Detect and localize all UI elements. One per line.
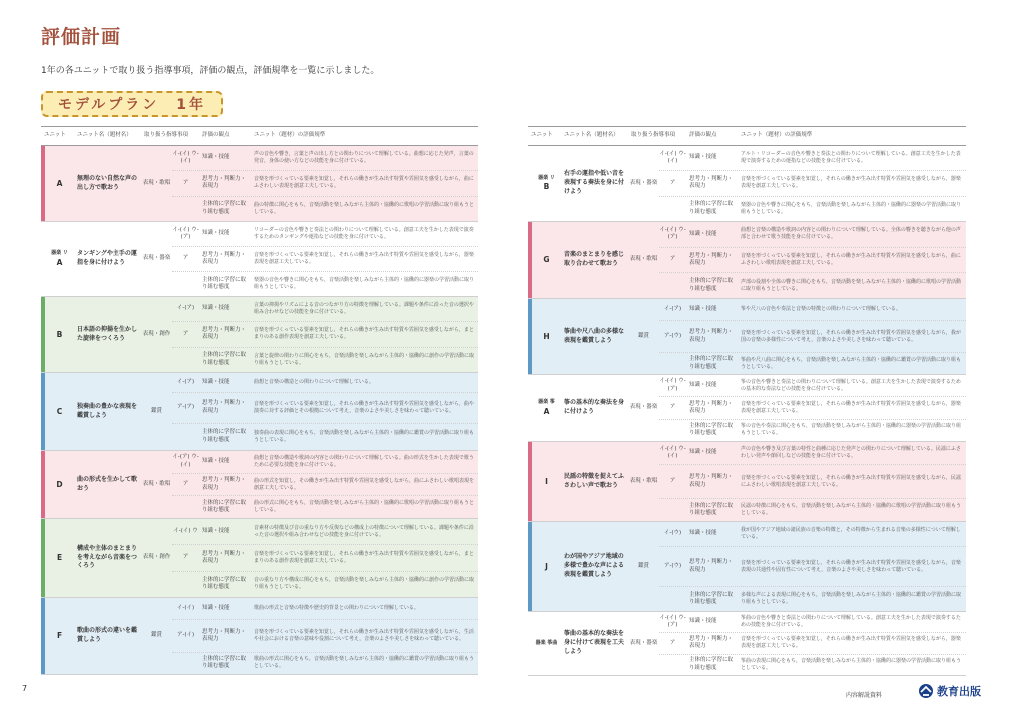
criteria-row: 主体的に学習に取り組む態度 歌曲の形式に関心をもち，音楽活動を楽しみながら主体的・協働的に鑑賞の学習活動に取り組もうとしている。 [202, 656, 475, 670]
unit-item: 表現・歌唱 [628, 222, 659, 298]
criteria-row: イ-(ア) 知識・技能 筝や尺八の音色や奏法と音楽の特徴との関わりについて理解している。 [659, 299, 966, 321]
col-criteria: ユニット（題材）の評価規準 [741, 132, 813, 139]
model-plan-badge: モデルプラン 1年 [41, 91, 223, 117]
criteria-row: ア 思考力・判断力・表現力 音楽を形づくっている要素を知覚し，それらの働きが生み出す特質や雰囲気を感受しながら，まとまりのある創作表現を創意工夫している。 [172, 545, 478, 571]
criteria-row: ア 思考力・判断力・表現力 音楽を形づくっている要素を知覚し，それらの働きが生み出す特質や雰囲気を感受しながら，曲にふさわしい歌唱表現を創意工夫している。 [659, 248, 966, 274]
unit-item: 表現・歌唱 [141, 451, 172, 518]
criteria-row: ア 思考力・判断力・表現力 音楽を形づくっている要素を知覚し，それらの働きが生み出す特質や雰囲気を感受しながら，器楽表現を創意工夫している。 [659, 633, 966, 654]
unit-letter: F [45, 598, 74, 674]
unit-name: 筝曲の基本的な奏法を身に付けて表現を工夫しよう [564, 630, 625, 655]
col-unit: ユニット [531, 132, 553, 139]
unit-criteria [172, 222, 478, 296]
unit-criteria [659, 222, 966, 298]
unit-letter: D [45, 451, 74, 518]
unit-row-J [528, 522, 966, 612]
unit-row-C [41, 373, 478, 451]
unit-name: 筝曲や尺八曲の多様な表現を鑑賞しよう [561, 299, 628, 374]
unit-letter: E [45, 519, 74, 597]
unit-letter: G [532, 222, 561, 298]
criteria-row: イ-(イ) ウ-(ア) 知識・技能 曲想と音楽の構造や歌詞の内容との関わりについて理解している。全体の響きを聴きながら他の声部と合わせて歌う技能を身に付けている。 [659, 222, 966, 248]
unit-row-koto-A [528, 375, 966, 442]
unit-criteria [172, 146, 478, 221]
col-name: ユニット名（題材名） [77, 132, 132, 139]
unit-row-E [41, 519, 478, 598]
unit-row-koto-C [528, 612, 966, 676]
criteria-row: 主体的に学習に取り組む態度 言葉と旋律の関わりに関心をもち，音楽活動を楽しみながら主体的・協働的に創作の学習活動に取り組もうとしている。 [202, 352, 475, 366]
criteria-row: 主体的に学習に取り組む態度 楽器の音色や響きに関心をもち，音楽活動を楽しみながら主体的・協働的に器楽の学習活動に取り組もうとしている。 [202, 276, 475, 290]
criteria-row: ア-(ウ) 思考力・判断力・表現力 音楽を形づくっている要素を知覚し，それらの働きが生み出す特質や雰囲気を感受しながら，我が国の音楽の多様性について考え，音楽のよさや美しさを味わって聴いている。 [659, 321, 966, 353]
criteria-row: イ-(イ) ウ-(イ) 知識・技能 アルト・リコーダーの音色や響きと奏法との関わりについて理解している。創意工夫を生かした表現で演奏するための運指などの技能を身に付けている。 [659, 146, 966, 171]
unit-name: 日本語の抑揚を生かした旋律をつくろう [74, 297, 141, 372]
evaluation-table-right [528, 126, 966, 676]
footer-label: 内容解説資料 [846, 692, 883, 699]
criteria-row: イ-(イ) ウ-(ア) 知識・技能 リコーダーの音色や響きと奏法との関わりについて理解している。創意工夫を生かした表現で演奏するためのタンギングや運指などの技能を身に付けている。 [172, 222, 478, 247]
criteria-row: ア-(ウ) 思考力・判断力・表現力 音楽を形づくっている要素を知覚し，それらの働きが生み出す特質や雰囲気を感受しながら，音楽表現の共通性や固有性について考え，音楽のよさや美しさを味わって聴いている。 [659, 547, 966, 588]
unit-item: 表現・創作 [141, 297, 172, 372]
unit-letter: H [532, 299, 561, 374]
criteria-row: 主体的に学習に取り組む態度 筝曲の表現に関心をもち，音楽活動を楽しみながら主体的・協働的に器楽の学習活動に取り組もうとしている。 [689, 657, 962, 671]
criteria-row: ア 思考力・判断力・表現力 音楽を形づくっている要素を知覚し，それらの働きが生み出す特質や雰囲気を感受しながら，曲にふさわしい表現を創意工夫している。 [172, 171, 478, 196]
criteria-row: イ-(ア) ウ-(イ) 知識・技能 曲想と音楽の構造や歌詞の内容との関わりについて理解している。曲の形式を生かした表現で歌うために必要な技能を身に付けている。 [172, 451, 478, 474]
col-name: ユニット名（題材名） [564, 132, 619, 139]
unit-criteria [172, 451, 478, 518]
criteria-row: イ-(イ) ウ 知識・技能 音素材の特徴及び音の重なり方や反復などの構成上の特徴について理解している。課題や条件に沿った音の選択や組み合わせなどの技能を身に付けている。 [172, 519, 478, 545]
unit-item: 表現・歌唱 [141, 146, 172, 221]
publisher-logo-icon [918, 683, 934, 699]
unit-row-H [528, 299, 966, 375]
criteria-row: イ-(ウ) 知識・技能 我が国やアジア地域の諸民族の音楽の特徴と，その特徴から生まれる音楽の多様性について理解している。 [659, 522, 966, 547]
unit-criteria [659, 522, 966, 611]
criteria-row: ア-(イ) 思考力・判断力・表現力 音楽を形づくっている要素を知覚し，それらの働きが生み出す特質や雰囲気を感受しながら，生活や社会における音楽の意味や役割について考え，音楽のよさや美しさを味わって聴いている。 [172, 620, 478, 653]
criteria-row: 主体的に学習に取り組む態度 楽器の音色や響きに関心をもち，音楽活動を楽しみながら主体的・協働的に器楽の学習活動に取り組もうとしている。 [689, 201, 962, 215]
criteria-row: 主体的に学習に取り組む態度 音の重なり方や構成に関心をもち，音楽活動を楽しみながら主体的・協働的に創作の学習活動に取り組もうとしている。 [202, 576, 475, 591]
criteria-row: 主体的に学習に取り組む態度 筝曲や尺八曲に関心をもち，音楽活動を楽しみながら主体的・協働的に鑑賞の学習活動に取り組もうとしている。 [689, 356, 962, 370]
unit-row-D [41, 451, 478, 519]
unit-criteria [659, 442, 966, 521]
unit-name: 筝の基本的な奏法を身に付けよう [564, 399, 625, 415]
criteria-row: 主体的に学習に取り組む態度 筝の音色や奏法に関心をもち，音楽活動を楽しみながら主体的・協働的に器楽の学習活動に取り組もうとしている。 [689, 422, 962, 437]
criteria-row: 主体的に学習に取り組む態度 多様な声による表現に関心をもち，音楽活動を楽しみながら主体的・協働的に鑑賞の学習活動に取り組もうとしている。 [689, 591, 962, 606]
unit-letter: 器楽 リ B [538, 174, 555, 192]
unit-criteria [659, 146, 966, 221]
unit-letter: 器楽 筝 A [538, 399, 555, 416]
criteria-row: ア-(ア) 思考力・判断力・表現力 音楽を形づくっている要素を知覚し，それらの働きが生み出す特質や雰囲気を感受しながら，曲や演奏に対する評価とその根拠について考え，音楽のよさや美しさを味わって聴いている。 [172, 393, 478, 424]
col-item: 取り扱う指導事項 [144, 132, 189, 139]
unit-name: 右手の運指や低い音を表現する奏法を身に付けよう [564, 170, 625, 195]
criteria-row: 主体的に学習に取り組む態度 独奏曲の表現に関心をもち，音楽活動を楽しみながら主体的・協働的に鑑賞の学習活動に取り組もうとしている。 [202, 429, 475, 443]
col-criteria: ユニット（題材）の評価規準 [254, 132, 326, 139]
intro-text: 1年の各ユニットで取り扱う指導事項，評価の観点，評価規準を一覧に示しました。 [41, 66, 380, 76]
criteria-row: イ-(ア) 知識・技能 曲想と音楽の構造との関わりについて理解している。 [172, 373, 478, 393]
unit-item: 表現・歌唱 [628, 442, 659, 521]
criteria-row: イ-(イ) ウ-(イ) 知識・技能 声の音色や響き及び言葉の特性と曲種に応じた発声との関わりについて理解している。民謡にふさわしい発声や節回しなどの技能を身に付けている。 [659, 442, 966, 465]
criteria-row: 主体的に学習に取り組む態度 曲の特徴に関心をもち，音楽活動を楽しみながら主体的・協働的に歌唱の学習活動に取り組もうとしている。 [202, 201, 475, 215]
unit-criteria [659, 612, 966, 675]
unit-letter: A [45, 146, 74, 221]
unit-row-A [41, 146, 478, 222]
unit-letter: J [532, 522, 561, 611]
unit-name: 歌曲の形式の違いを鑑賞しよう [74, 598, 141, 674]
criteria-row: ア 思考力・判断力・表現力 音楽を形づくっている要素を知覚し，それらの働きが生み出す特質や雰囲気を感受しながら，器楽表現を創意工夫している。 [659, 397, 966, 419]
criteria-row: イ-(イ) 知識・技能 歌曲の形式と音楽の特徴や歴史的背景との関わりについて理解している。 [172, 598, 478, 620]
unit-letter: I [532, 442, 561, 521]
unit-criteria [172, 598, 478, 674]
criteria-row: ア 思考力・判断力・表現力 曲の形式を知覚し，その働きが生み出す特質や雰囲気を感受しながら，曲にふさわしい歌唱表現を創意工夫している。 [172, 474, 478, 497]
table-header [41, 126, 478, 146]
criteria-row: ア 思考力・判断力・表現力 音楽を形づくっている要素を知覚し，それらの働きが生み出す特質や雰囲気を感受しながら，民謡にふさわしい歌唱表現を創意工夫している。 [659, 465, 966, 499]
criteria-row: 主体的に学習に取り組む態度 民謡の特徴に関心をもち，音楽活動を楽しみながら主体的・協働的に歌唱の学習活動に取り組もうとしている。 [689, 502, 962, 516]
unit-name: タンギングや主手の運指を身に付けよう [77, 250, 137, 266]
unit-row-recorder-B [528, 146, 966, 222]
unit-item: 鑑賞 [628, 522, 659, 611]
unit-row-G [528, 222, 966, 299]
unit-item: 表現・創作 [141, 519, 172, 597]
unit-item: 鑑賞 [141, 373, 172, 450]
unit-item: 表現・器楽 [629, 179, 658, 186]
unit-letter: B [45, 297, 74, 372]
unit-row-I [528, 442, 966, 522]
unit-letter: 器楽 リ A [51, 250, 68, 267]
unit-letter: C [45, 373, 74, 450]
unit-item: 鑑賞 [628, 299, 659, 374]
unit-row-F [41, 598, 478, 675]
criteria-row: イ-(イ) ウ-(ア) 知識・技能 筝の音色や響きと奏法との関わりについて理解している。創意工夫を生かした表現で演奏するための基本的な奏法などの技能を身に付けている。 [659, 375, 966, 397]
col-view: 評価の観点 [689, 132, 717, 139]
unit-name: 民謡の特徴を捉えてふさわしい声で歌おう [561, 442, 628, 521]
table-header [528, 126, 966, 146]
unit-row-recorder-A [41, 222, 478, 297]
criteria-row: イ-(ア) 知識・技能 言葉の抑揚やリズムによる音のつながり方の特徴を理解している。課題や条件に沿った音の選択や組み合わせなどの技能を身に付けている。 [172, 297, 478, 322]
criteria-row: ア 思考力・判断力・表現力 音楽を形づくっている要素を知覚し，それらの働きが生み出す特質や雰囲気を感受しながら，まとまりのある創作表現を創意工夫している。 [172, 322, 478, 347]
unit-item: 表現・器楽 [629, 639, 658, 646]
unit-row-B [41, 297, 478, 373]
unit-criteria [172, 519, 478, 597]
unit-criteria [659, 299, 966, 374]
criteria-row: ア 思考力・判断力・表現力 音楽を形づくっている要素を知覚し，それらの働きが生み出す特質や雰囲気を感受しながら，器楽表現を創意工夫している。 [659, 171, 966, 196]
evaluation-table-left [41, 126, 478, 675]
unit-name: 音楽のまとまりを感じ取り合わせて歌おう [561, 222, 628, 298]
criteria-row: 主体的に学習に取り組む態度 曲の形式に関心をもち，音楽活動を楽しみながら主体的・協働的に歌唱の学習活動に取り組もうとしている。 [202, 499, 475, 514]
col-item: 取り扱う指導事項 [631, 132, 676, 139]
criteria-row: イ-(イ) ウ-(イ) 知識・技能 声の音色や響き，言葉と声の出し方との関わりについて理解している。曲想に応じた発声，言葉の発音，身体の使い方などの技能を身に付けている。 [172, 146, 478, 171]
unit-criteria [172, 373, 478, 450]
unit-letter: 器楽 筝曲 [535, 639, 558, 646]
publisher-name: 教育出版 [937, 685, 981, 698]
unit-name: わが国やアジア地域の多様で豊かな声による表現を鑑賞しよう [561, 522, 628, 611]
col-view: 評価の観点 [202, 132, 230, 139]
publisher-logo [918, 683, 981, 699]
criteria-row: イ-(イ) ウ-(ア) 知識・技能 筝曲の音色や響きと奏法との関わりについて理解している。創意工夫を生かした表現で演奏するための技能を身に付けている。 [659, 612, 966, 633]
unit-name: 独奏曲の豊かな表現を鑑賞しよう [74, 373, 141, 450]
page-title: 評価計画 [41, 26, 122, 48]
unit-criteria [172, 297, 478, 372]
unit-name: 曲の形式を生かして歌おう [74, 451, 141, 518]
unit-item: 表現・器楽 [142, 255, 171, 262]
unit-item: 表現・器楽 [629, 404, 658, 411]
unit-item: 鑑賞 [141, 598, 172, 674]
unit-criteria [659, 375, 966, 441]
page-number: 7 [22, 684, 28, 693]
unit-name: 構成や主体のまとまりを考えながら音楽をつくろう [74, 519, 141, 597]
criteria-row: 主体的に学習に取り組む態度 声部の役割や全体の響きに関心をもち，音楽活動を楽しみながら主体的・協働的に歌唱の学習活動に取り組もうとしている。 [689, 278, 962, 292]
col-unit: ユニット [44, 132, 66, 139]
unit-name: 無理のない自然な声の出し方で歌おう [74, 146, 141, 221]
criteria-row: ア 思考力・判断力・表現力 音楽を形づくっている要素を知覚し，それらの働きが生み出す特質や雰囲気を感受しながら，器楽表現を創意工夫している。 [172, 247, 478, 272]
